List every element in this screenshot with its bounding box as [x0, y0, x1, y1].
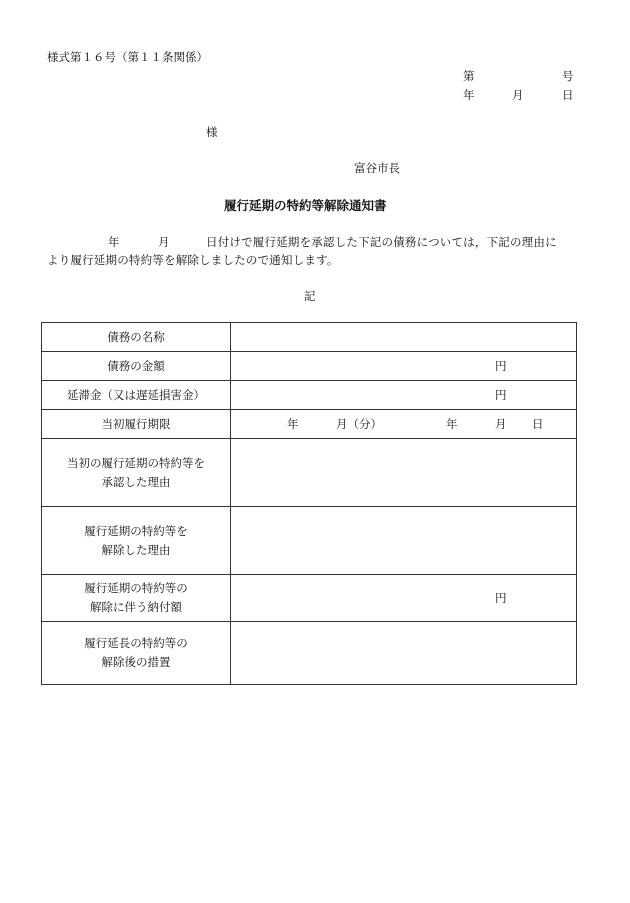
table-row	[42, 323, 577, 352]
cancel-reason-value	[231, 507, 577, 575]
debt-amount-value	[231, 352, 577, 381]
table-row	[42, 410, 577, 439]
cancel-reason-label	[42, 507, 231, 575]
approve-reason-value	[231, 439, 577, 507]
measures-label	[42, 622, 231, 685]
yen-unit: 円	[495, 359, 507, 373]
period-year2: 年	[446, 417, 458, 431]
doc-number-prefix: 第	[463, 69, 475, 83]
debt-name-value	[231, 323, 577, 352]
measures-line2: 解除後の措置	[101, 655, 171, 669]
table-row	[42, 352, 577, 381]
initial-deadline-label: 当初履行期限	[42, 410, 231, 439]
late-fee-value	[231, 381, 577, 410]
table-row	[42, 507, 577, 575]
debt-amount-label: 債務の金額	[42, 352, 231, 381]
cancel-reason-line2: 解除した理由	[101, 542, 171, 557]
period-month1: 月（分）	[336, 417, 382, 431]
issuer: 富谷市長	[354, 161, 400, 175]
ki-label: 記	[304, 289, 316, 303]
period-month2: 月	[495, 417, 507, 431]
debt-name-label: 債務の名称	[42, 323, 231, 352]
cancel-reason-line1: 履行延期の特約等を	[84, 523, 188, 538]
initial-deadline-value	[231, 410, 577, 439]
approve-reason-line2: 承認した理由	[101, 474, 171, 489]
payment-line1: 履行延期の特約等の	[84, 581, 188, 595]
table-row	[42, 575, 577, 622]
payment-value	[231, 575, 577, 622]
date-day: 日	[562, 88, 574, 102]
date-year: 年	[463, 88, 475, 102]
measures-value	[231, 622, 577, 685]
yen-unit: 円	[495, 388, 507, 402]
payment-line2: 解除に伴う納付額	[90, 600, 182, 614]
period-day2: 日	[532, 417, 544, 431]
addressee-suffix: 様	[206, 125, 218, 139]
table-row	[42, 381, 577, 410]
period-year1: 年	[287, 417, 299, 431]
measures-line1: 履行延長の特約等の	[84, 636, 188, 650]
body-line2: より履行延期の特約等を解除しましたので通知します。	[47, 253, 339, 267]
yen-unit: 円	[495, 591, 507, 605]
table-row	[42, 439, 577, 507]
approve-reason-label	[42, 439, 231, 507]
notice-table	[41, 322, 577, 685]
table-row	[42, 622, 577, 685]
late-fee-label: 延滞金（又は遅延損害金）	[42, 381, 231, 410]
payment-label	[42, 575, 231, 622]
date-month: 月	[512, 88, 524, 102]
approve-reason-line1: 当初の履行延期の特約等を	[67, 455, 205, 470]
doc-number-suffix: 号	[562, 69, 574, 83]
body-month: 月	[158, 235, 170, 249]
body-line1: 日付けで履行延期を承認した下記の債務については，下記の理由に	[206, 235, 557, 249]
form-number: 様式第１６号（第１１条関係）	[47, 50, 208, 64]
body-year: 年	[108, 235, 120, 249]
document-title: 履行延期の特約等解除通知書	[224, 198, 387, 213]
